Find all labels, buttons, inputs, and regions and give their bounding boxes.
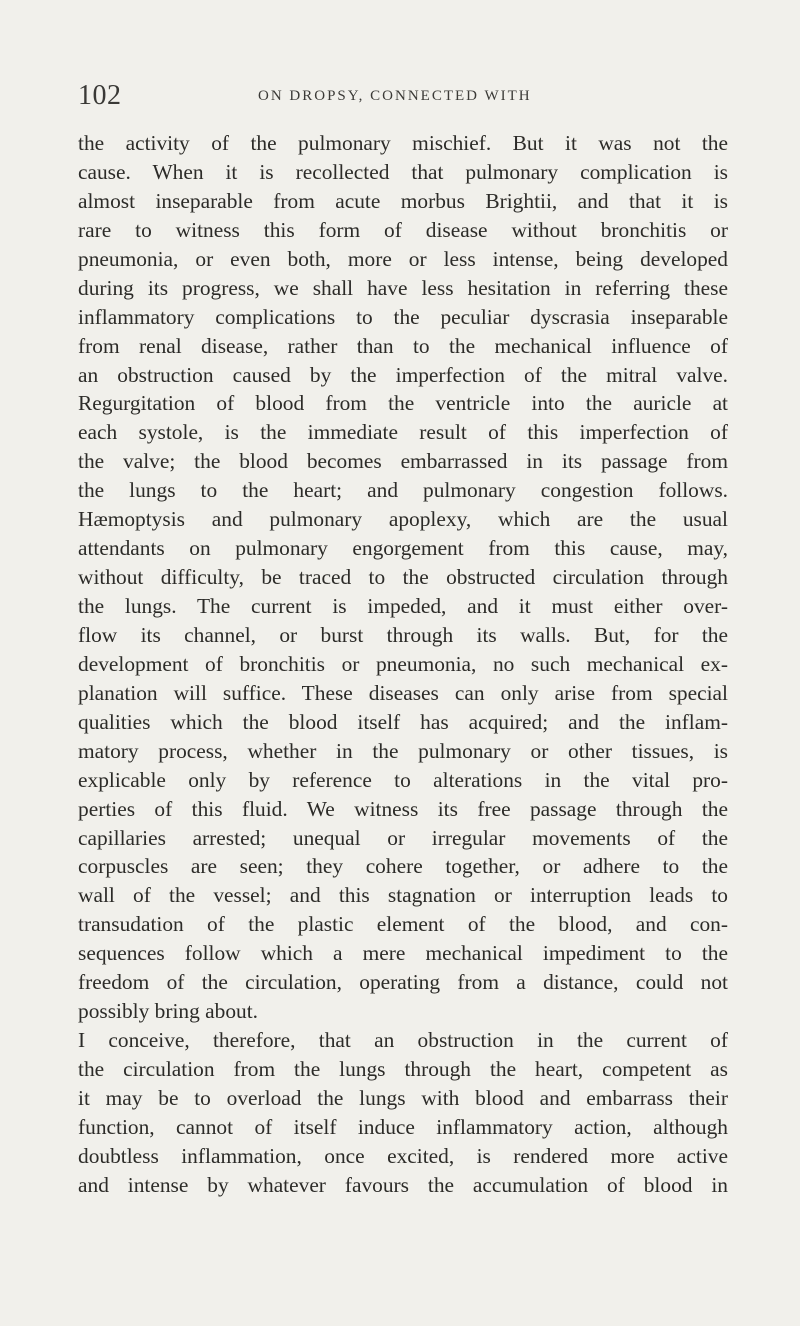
page-header xyxy=(78,80,728,120)
text-line: the lungs. The current is impeded, and it must either over- xyxy=(78,594,728,618)
text-line: the lungs to the heart; and pulmonary congestion follows. xyxy=(78,478,728,503)
text-line: explicable only by reference to alterations in the vital pro- xyxy=(78,767,728,792)
text-line: the valve; the blood becomes embarrassed in its passage from xyxy=(78,449,728,474)
text-line: each systole, is the immediate result of this imperfection of xyxy=(78,420,728,445)
text-line: during its progress, we shall have less hesitation in referring these xyxy=(78,275,728,300)
text-line: function, cannot of itself induce inflammatory action, although xyxy=(78,1114,728,1139)
text-line: attendants on pulmonary engorgement from this cause, may, xyxy=(78,536,728,561)
text-line: the activity of the pulmonary mischief. But it was not the xyxy=(78,131,728,155)
text-line: without difficulty, be traced to the obstructed circulation through xyxy=(78,565,728,590)
text-line: the circulation from the lungs through the heart, competent as xyxy=(78,1057,728,1081)
text-line: inflammatory complications to the peculiar dyscrasia inseparable xyxy=(78,304,728,329)
text-line: capillaries arrested; unequal or irregular movements of the xyxy=(78,825,728,850)
text-line: planation will suffice. These diseases can only arise from special xyxy=(78,680,728,705)
text-line: doubtless inflammation, once excited, is rendered more active xyxy=(78,1143,728,1168)
body-text xyxy=(78,129,728,1200)
paragraph-end-line: possibly bring about. xyxy=(78,999,259,1024)
text-line: an obstruction caused by the imperfection of the mitral valve. xyxy=(78,362,728,387)
text-line: and intense by whatever favours the accumulation of blood in xyxy=(78,1172,728,1197)
text-line: almost inseparable from acute morbus Brightii, and that it is xyxy=(78,188,728,213)
text-line: freedom of the circulation, operating from a distance, could not xyxy=(78,970,728,995)
text-line: rare to witness this form of disease without bronchitis or xyxy=(78,217,728,242)
text-line: matory process, whether in the pulmonary or other tissues, is xyxy=(78,738,728,763)
text-line: cause. When it is recollected that pulmonary complication is xyxy=(78,159,728,184)
text-line: Hæmoptysis and pulmonary apoplexy, which are the usual xyxy=(78,507,728,532)
text-line: flow its channel, or burst through its walls. But, for the xyxy=(78,622,728,647)
text-line: Regurgitation of blood from the ventricle into the auricle at xyxy=(78,391,728,416)
text-line: sequences follow which a mere mechanical impediment to the xyxy=(78,941,728,966)
text-line: corpuscles are seen; they cohere together, or adhere to the xyxy=(78,854,728,879)
running-title: ON DROPSY, CONNECTED WITH xyxy=(258,88,532,104)
text-line: it may be to overload the lungs with blood and embarrass their xyxy=(78,1085,728,1110)
text-line: from renal disease, rather than to the mechanical influence of xyxy=(78,333,728,358)
text-line: transudation of the plastic element of the blood, and con- xyxy=(78,912,728,937)
text-line: qualities which the blood itself has acquired; and the inflam- xyxy=(78,709,728,734)
text-line: pneumonia, or even both, more or less intense, being developed xyxy=(78,246,728,271)
text-line: perties of this fluid. We witness its free passage through the xyxy=(78,796,728,821)
text-line: development of bronchitis or pneumonia, no such mechanical ex- xyxy=(78,651,728,676)
page-number: 102 xyxy=(78,80,122,111)
text-line: wall of the vessel; and this stagnation or interruption leads to xyxy=(78,883,728,908)
paragraph-start-line: I conceive, therefore, that an obstruction in the current of xyxy=(78,1028,728,1053)
